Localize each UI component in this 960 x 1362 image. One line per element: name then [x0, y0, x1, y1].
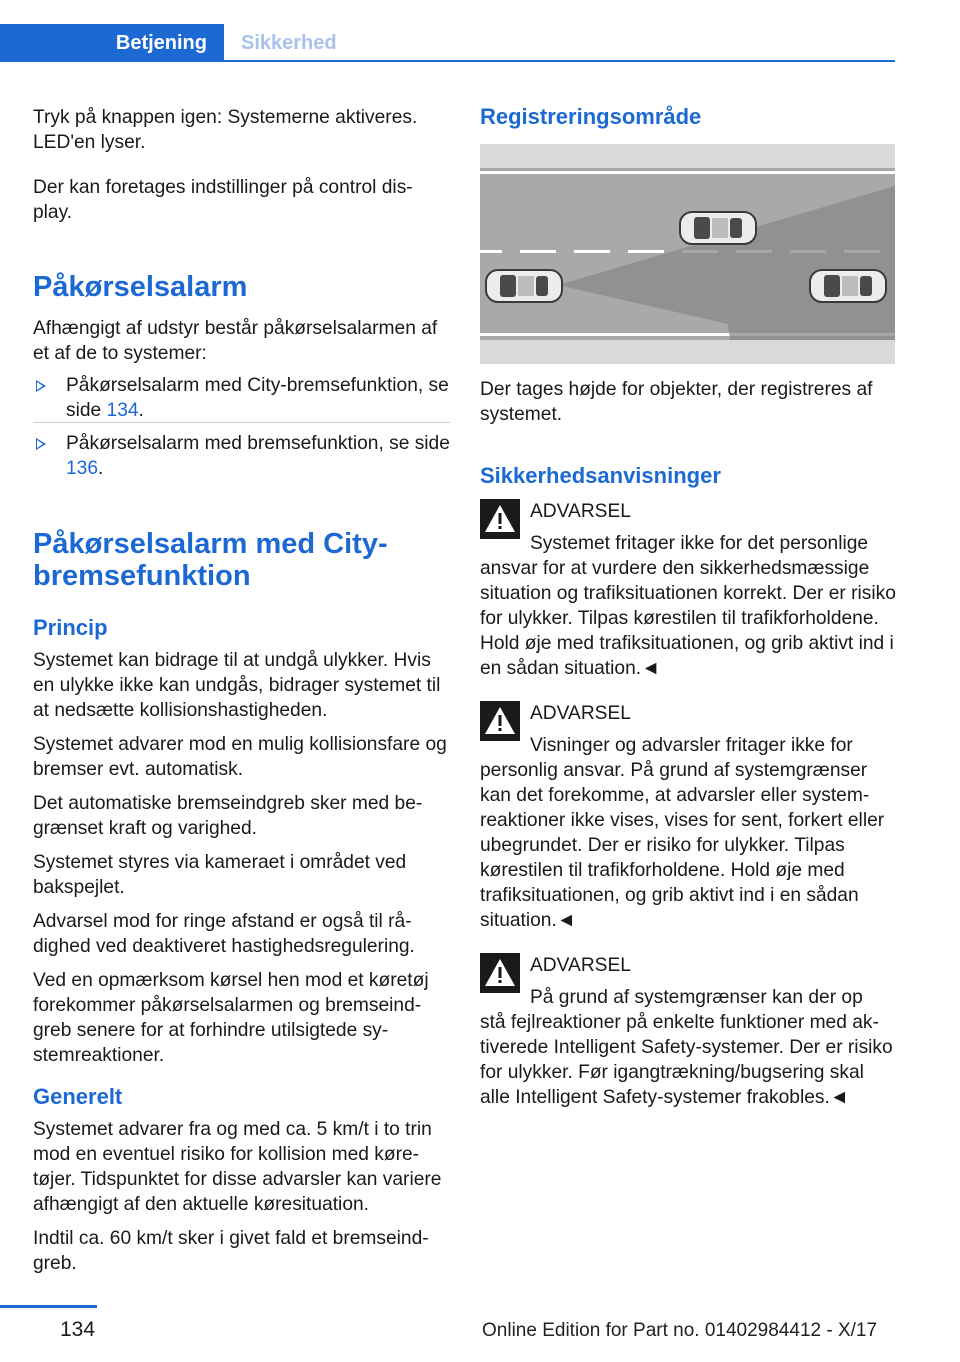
paragraph: Indtil ca. 60 km/t sker i givet fald et bremseindgreb.	[33, 1228, 429, 1274]
car-icon	[680, 212, 756, 244]
warning-text: På grund af systemgrænser kan der op	[530, 987, 863, 1008]
tab-sikkerhed[interactable]: Sikkerhed	[241, 32, 337, 54]
subsection-heading: Generelt	[33, 1084, 123, 1109]
detection-range-illustration	[480, 144, 895, 364]
subsection-heading: Registreringsområde	[480, 104, 702, 129]
page-number: 134	[60, 1318, 96, 1341]
list-item-text: Påkørselsalarm med bremsefunktion, se side	[66, 433, 450, 454]
paragraph: Systemet kan bidrage til at undgå ulykker. Hvis en ulykke ikke kan undgås, bidrager systemet til at nedsætte kollisionshastigheden.	[33, 650, 441, 721]
list-item: Påkørselsalarm med bremsefunktion, se side 136.	[33, 431, 450, 481]
paragraph: Afhængigt af udstyr består påkørselsalarmen af et af de to systemer:	[33, 318, 438, 364]
paragraph: Advarsel mod for ringe afstand er også til rådighed ved deaktiveret hastighedsregulering.	[33, 911, 415, 957]
warning-text: ansvar for at vurdere den sikkerhedsmæssige situation og trafiksituationen korrekt. Der er risiko for ulykker. Tilpas kørestilen til trafikforholdene. Hold øje med trafiksituationen, og grib aktivt ind i en sådan situation.◄	[480, 558, 896, 679]
paragraph: Systemet advarer fra og med ca. 5 km/t i to trin mod en eventuel risiko for kollision med køretøjer. Tidspunktet for disse advarsler kan variere afhængigt af den aktuelle køresituation.	[33, 1119, 442, 1215]
warning-label: ADVARSEL	[530, 501, 631, 522]
paragraph: Ved en opmærksom kørsel hen mod et køretøj forekommer påkørselsalarmen og bremseindgreb senere for at forhindre utilsigtede systemreaktioner.	[33, 970, 429, 1066]
paragraph: Det automatiske bremseindgreb sker med begrænset kraft og varighed.	[33, 793, 423, 839]
princip-body	[33, 648, 450, 1068]
warning-text: stå fejlreaktioner på enkelte funktioner med aktiverede Intelligent Safety-systemer. Der er risiko for ulykker. Før igangtrækning/bugsering skal alle Intelligent Safety-systemer frakobles.◄	[480, 1012, 893, 1108]
warning-triangle-icon	[480, 953, 520, 993]
warning-triangle-icon	[480, 701, 520, 741]
warning-block	[480, 499, 896, 681]
paragraph: Tryk på knappen igen: Systemerne aktiveres. LED'en lyser.	[33, 107, 418, 153]
generelt-body	[33, 1117, 450, 1276]
warning-triangle-icon	[480, 499, 520, 539]
paragraph: Der kan foretages indstillinger på control display.	[33, 177, 413, 223]
tab-betjening[interactable]: Betjening	[0, 24, 224, 60]
paragraph: Systemet styres via kameraet i området ved bakspejlet.	[33, 852, 407, 898]
car-icon	[810, 270, 886, 302]
paragraph: Der tages højde for objekter, der registreres af systemet.	[480, 379, 873, 425]
list-item: Påkørselsalarm med City-bremsefunktion, se side 134.	[33, 373, 450, 423]
header-tabs	[0, 0, 895, 62]
car-icon	[486, 270, 562, 302]
footer-divider	[0, 1305, 97, 1308]
divider	[33, 422, 450, 423]
warning-label: ADVARSEL	[530, 703, 631, 724]
section-heading: Påkørselsalarm	[33, 271, 248, 303]
warning-label: ADVARSEL	[530, 955, 631, 976]
edition-note: Online Edition for Part no. 01402984412 - X/17	[482, 1320, 878, 1341]
warning-text: Systemet fritager ikke for det personlige	[530, 533, 869, 554]
subsection-heading: Princip	[33, 615, 108, 640]
warning-block	[480, 953, 896, 1110]
paragraph: Systemet advarer mod en mulig kollisionsfare og bremser evt. automatisk.	[33, 734, 447, 780]
bullet-triangle-icon	[36, 380, 46, 392]
bullet-triangle-icon	[36, 438, 46, 450]
list-item-text: Påkørselsalarm med City-bremsefunktion, se side	[66, 375, 449, 421]
warning-text: personlig ansvar. På grund af systemgrænser kan det forekomme, at advarsler eller systemreaktioner ikke vises, vises for sent, forkert eller ubegrundet. Der er risiko for ulykker. Tilpas kørestilen til trafikforholdene. Hold øje med trafiksituationen, og grib aktivt ind i en sådan situation.◄	[480, 760, 885, 931]
subsection-heading: Sikkerhedsanvisninger	[480, 463, 721, 488]
road-diagram	[480, 144, 895, 364]
page-link-136[interactable]: 136	[66, 458, 99, 479]
header-divider	[0, 60, 895, 62]
warning-text: Visninger og advarsler fritager ikke for	[530, 735, 853, 756]
page-link-134[interactable]: 134	[106, 400, 139, 421]
section-heading: Påkørselsalarm med City-bremsefunktion	[33, 528, 388, 592]
warning-block	[480, 701, 896, 933]
